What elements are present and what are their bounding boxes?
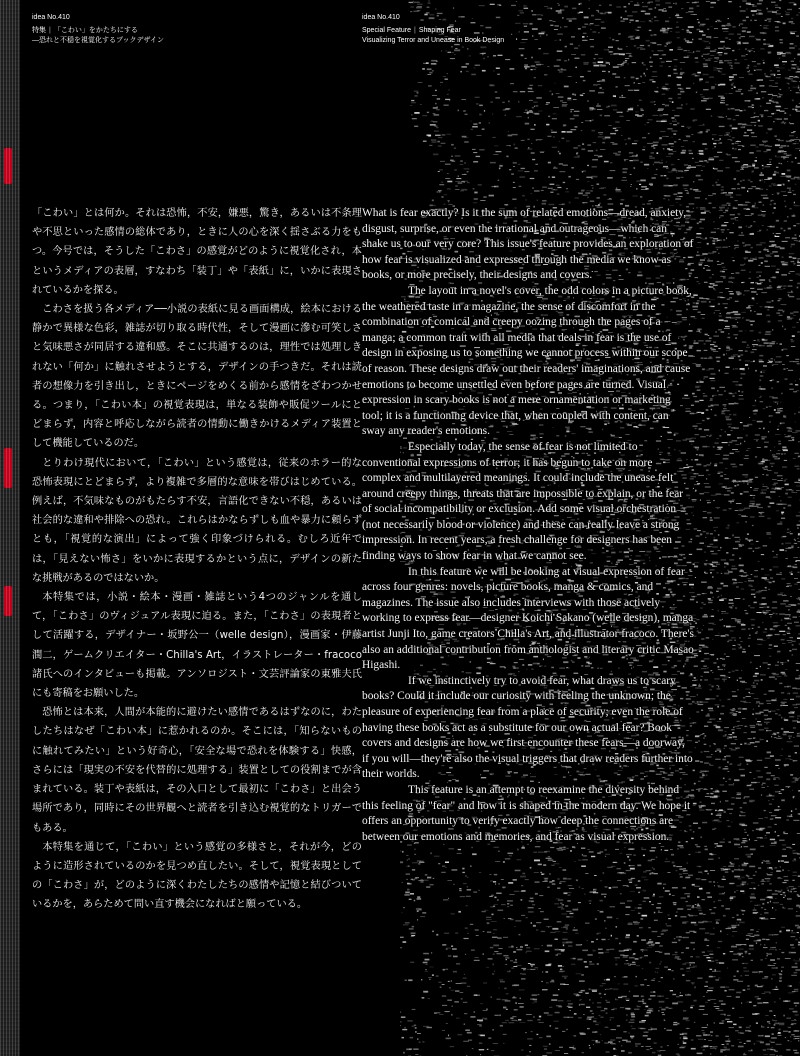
- feature-label: 特集: [32, 27, 46, 34]
- en-paragraph: If we instinctively try to avoid fear, what draws us to scary books? Could it include our curiosity with feeling the unknown; the pleasure of experiencing fear from a place of security; even the role of having these books act as a substitute for our own actual fear? Book covers and designs are how we first encounter these fears—a doorway, if you will—they're also the visual triggers that draw readers further into their worlds.: [362, 674, 693, 781]
- en-paragraph: In this feature we will be looking at visual expression of fear across four genres: novels, picture books, manga & comics, and magazines. The issue also includes interviews with those actively working to express fear—designer Koichi Sakano (welle design), manga artist Junji Ito, game creators Chilla's Art, and illustrator fracoco. There's also an additional contribution from anthologist and literary critic Masao Higashi.: [362, 565, 694, 672]
- feature-label: Special Feature: [362, 27, 412, 34]
- header-english: idea No.410 Special Feature | Shaping Fear Visualizing Terror and Unease in Book Design: [362, 14, 505, 44]
- red-mark-3: [4, 586, 12, 616]
- en-paragraph: What is fear exactly? Is it the sum of related emotions—dread, anxiety, disgust, surprise, or even the irrational and outrageous—which can shake us to our very core? This issue's feature provides an exploration of how fear is visualized and expressed through the media we know as books, or more precisely, their designs and covers.: [362, 207, 694, 282]
- jp-paragraph: 恐怖とは本来，人間が本能的に避けたい感情であるはずなのに，わたしたちはなぜ「こわい本」に惹かれるのか。そこには，「知らないものに触れてみたい」という好奇心，「安全な場で恐れを体験する」快感，さらには「現実の不安を代替的に処理する」装置としての役割までが含まれている。装丁や表紙は，その入口として最初に「こわさ」と出会う場所であり，同時にその世界観へと読者を引き込む視覚的なトリガーでもある。: [32, 707, 362, 834]
- feature-subtitle: Visualizing Terror and Unease in Book Design: [362, 37, 505, 44]
- issue-number: idea No.410: [32, 14, 70, 21]
- jp-paragraph: 本特集を通じて，「こわい」という感覚の多様さと，それが今，どのように造形されているのかを見つめ直したい。そして，視覚表現としての「こわさ」が，どのように深くわたしたちの感情や記憶と結びついているかを，あらためて問い直す機会になればと願っている。: [32, 841, 362, 911]
- feature-title: Shaping Fear: [418, 27, 461, 34]
- jp-paragraph: 本特集では，小説・絵本・漫画・雑誌という4つのジャンルを通して，「こわさ」のヴィジュアル表現に迫る。また，「こわさ」の表現者として活躍する，デザイナー・坂野公一（welle design），漫画家・伊藤潤二，ゲームクリエイター・Chilla's Art，イラストレーター・fracoco諸氏へのインタビューも掲載。アンソロジスト・文芸評論家の東雅夫氏にも寄稿をお願いした。: [32, 592, 362, 700]
- en-paragraph: Especially today, the sense of fear is not limited to conventional expressions of terror; it has begun to take on more complex and multilayered meanings. It could include the unease felt around creepy things, threats that are impossible to explain, or the fear of social incompatibility or exclusion. Add some visual orchestration (not necessarily blood or violence) and these can really leave a strong impression. In recent years, a fresh challenge for designers has been finding ways to show fear in what we cannot see.: [362, 440, 684, 563]
- header-japanese: idea No.410 特集 | 「こわい」をかたちにする ―恐れと不穏を視覚化するブックデザイン: [32, 14, 165, 44]
- en-paragraph: The layout in a novel's cover, the odd colors in a picture book, the weathered taste in a magazine, the sense of discomfort in the combination of comical and creepy oozing through the pages of a manga; a common trait with all media that deals in fear is the use of design in exposing us to something we cannot process within our scope of reason. These designs draw out their readers' imaginations, and cause emotions to become unsettled even before pages are turned. Visual expression in scary books is not a mere ornamentation or marketing tool; it is a functioning device that, when coupled with content, can sway any reader's emotions.: [362, 284, 692, 438]
- english-body-text: [362, 206, 694, 845]
- jp-paragraph: とりわけ現代において，「こわい」という感覚は，従来のホラー的な恐怖表現にとどまらず，より複雑で多層的な意味を帯びはじめている。例えば，不気味なものがもたらす不安，言語化できない不穏，あるいは社会的な違和や排除への恐れ。これらはかならずしも血や暴力に頼らずとも，「視覚的な演出」によって強く印象づけられる。むしろ近年では，「見えない怖さ」をいかに表現するかという点に，デザインの新たな挑戦があるのではないか。: [32, 457, 362, 584]
- red-mark-2: [4, 448, 12, 488]
- japanese-body-text: [32, 204, 362, 915]
- jp-paragraph: こわさを扱う各メディア──小説の表紙に見る画面構成，絵本における静かで異様な色彩，雑誌が切り取る時代性，そして漫画に滲む可笑しさと気味悪さが同居する違和感。そこに共通するのは，理性では処理しきれない「何か」に触れさせようとする，デザインの手つきだ。それは読者の想像力を引き出し，ときにページをめくる前から感情をざわつかせる。つまり，「こわい本」の視覚表現は，単なる装飾や販促ツールにとどまらず，内容と呼応しながら読者の情動に働きかけるメディア装置として機能しているのだ。: [32, 304, 362, 450]
- left-noise-edge: [0, 0, 20, 1056]
- red-mark-1: [4, 148, 12, 184]
- feature-subtitle: ―恐れと不穏を視覚化するブックデザイン: [32, 37, 165, 44]
- jp-paragraph: 「こわい」とは何か。それは恐怖，不安，嫌悪，驚き，あるいは不条理や不思といった感情の総体であり，ときに人の心を深く揺さぶる力をもつ。今号では，そうした「こわさ」の感覚がどのように視覚化され，本というメディアの表層，すなわち「装丁」や「表紙」に，いかに表現されているかを探る。: [32, 208, 362, 296]
- feature-title: 「こわい」をかたちにする: [53, 27, 138, 34]
- issue-number: idea No.410: [362, 14, 400, 21]
- en-paragraph: This feature is an attempt to reexamine the diversity behind this feeling of "fear" and how it is shaped in the modern day. We hope it offers an opportunity to verify exactly how deep the connections are between our emotions and memories, and fear as visual expression.: [362, 783, 691, 843]
